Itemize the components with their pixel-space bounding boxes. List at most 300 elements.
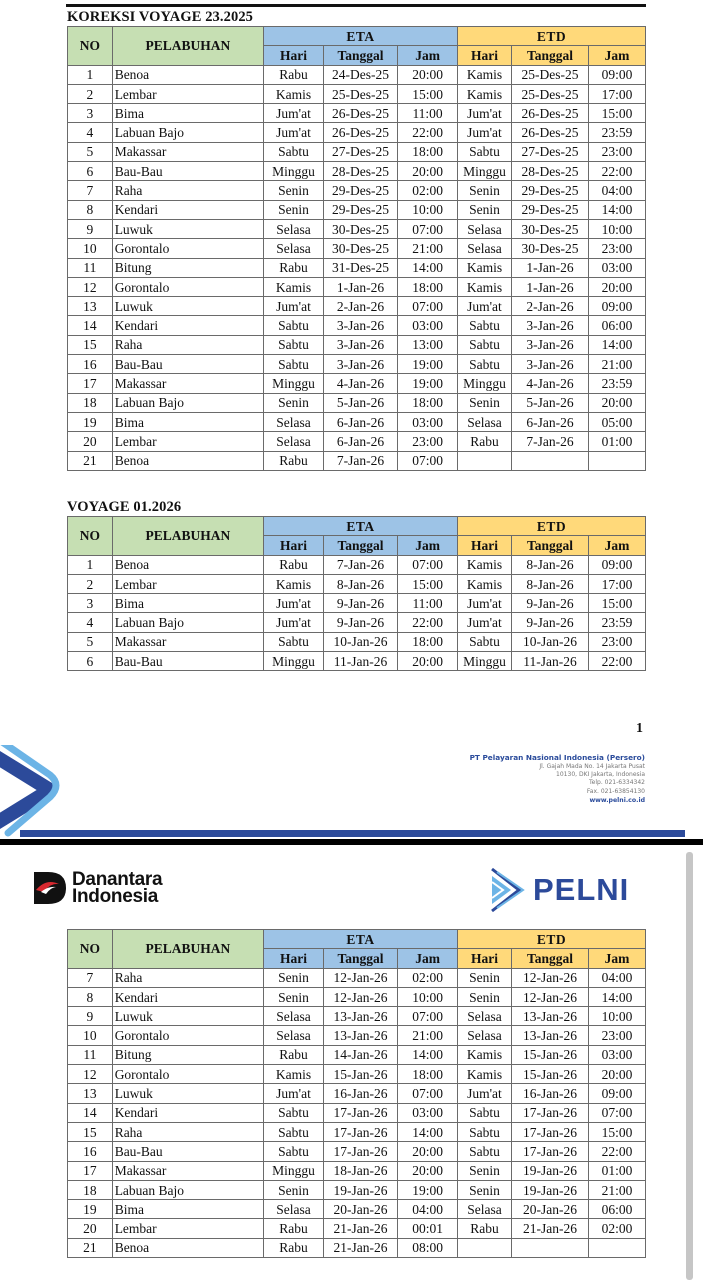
top-rule [66, 4, 646, 7]
cell-eta-day: Jum'at [264, 104, 324, 123]
cell-no: 12 [68, 277, 113, 296]
cell-no: 9 [68, 219, 113, 238]
cell-no: 1 [68, 555, 113, 574]
table-row [68, 574, 646, 593]
cell-eta-day: Selasa [264, 1007, 324, 1026]
cell-eta-day: Kamis [264, 574, 324, 593]
cell-etd-day: Kamis [458, 555, 512, 574]
cell-eta-time: 14:00 [398, 1045, 458, 1064]
cell-eta-day: Minggu [264, 162, 324, 181]
cell-no: 19 [68, 1200, 113, 1219]
cell-eta-date: 8-Jan-26 [323, 574, 397, 593]
cell-no: 4 [68, 613, 113, 632]
table-row [68, 652, 646, 671]
cell-etd-time: 07:00 [589, 1103, 646, 1122]
cell-etd-day: Minggu [458, 652, 512, 671]
cell-etd-day: Kamis [458, 84, 512, 103]
table-row [68, 277, 646, 296]
table-row [68, 432, 646, 451]
cell-eta-time: 18:00 [398, 142, 458, 161]
cell-port: Raha [112, 1122, 263, 1141]
cell-port: Makassar [112, 632, 263, 651]
cell-eta-day: Jum'at [264, 594, 324, 613]
table-row [68, 1180, 646, 1199]
cell-no: 5 [68, 632, 113, 651]
cell-eta-date: 13-Jan-26 [323, 1026, 397, 1045]
cell-eta-date: 21-Jan-26 [323, 1238, 397, 1257]
cell-port: Labuan Bajo [112, 1180, 263, 1199]
cell-port: Lembar [112, 84, 263, 103]
cell-eta-time: 02:00 [398, 181, 458, 200]
table-row [68, 1084, 646, 1103]
cell-etd-date: 8-Jan-26 [511, 574, 588, 593]
cell-no: 6 [68, 652, 113, 671]
cell-eta-time: 23:00 [398, 432, 458, 451]
cell-eta-day: Senin [264, 393, 324, 412]
cell-eta-time: 07:00 [398, 555, 458, 574]
cell-port: Bitung [112, 258, 263, 277]
cell-eta-day: Sabtu [264, 1103, 324, 1122]
cell-no: 9 [68, 1007, 113, 1026]
cell-eta-date: 16-Jan-26 [323, 1084, 397, 1103]
cell-etd-time: 01:00 [589, 432, 646, 451]
header-etd: ETD [458, 27, 646, 46]
cell-no: 6 [68, 162, 113, 181]
cell-etd-date: 4-Jan-26 [511, 374, 588, 393]
table-row [68, 1238, 646, 1257]
cell-no: 19 [68, 412, 113, 431]
cell-etd-day: Rabu [458, 1219, 512, 1238]
cell-etd-date: 13-Jan-26 [511, 1007, 588, 1026]
header-eta: ETA [264, 930, 458, 949]
cell-eta-time: 07:00 [398, 451, 458, 470]
cell-etd-date [511, 1238, 588, 1257]
cell-etd-date: 16-Jan-26 [511, 1084, 588, 1103]
header-eta-day: Hari [264, 949, 324, 968]
table-row [68, 335, 646, 354]
cell-etd-day: Selasa [458, 1007, 512, 1026]
cell-port: Bau-Bau [112, 652, 263, 671]
cell-etd-time: 21:00 [589, 1180, 646, 1199]
pelni-logo [489, 866, 629, 914]
table-row [68, 987, 646, 1006]
cell-eta-day: Selasa [264, 432, 324, 451]
cell-eta-time: 19:00 [398, 355, 458, 374]
cell-etd-time: 21:00 [589, 355, 646, 374]
header-eta-time: Jam [398, 949, 458, 968]
cell-port: Kendari [112, 1103, 263, 1122]
cell-etd-time: 15:00 [589, 1122, 646, 1141]
cell-etd-date: 10-Jan-26 [511, 632, 588, 651]
cell-etd-date: 7-Jan-26 [511, 432, 588, 451]
cell-etd-date: 3-Jan-26 [511, 355, 588, 374]
cell-eta-date: 13-Jan-26 [323, 1007, 397, 1026]
table-row [68, 1161, 646, 1180]
cell-no: 13 [68, 297, 113, 316]
cell-eta-day: Kamis [264, 1065, 324, 1084]
cell-no: 13 [68, 1084, 113, 1103]
cell-no: 16 [68, 355, 113, 374]
cell-eta-time: 10:00 [398, 987, 458, 1006]
cell-etd-day [458, 1238, 512, 1257]
cell-eta-time: 21:00 [398, 239, 458, 258]
company-name: PT Pelayaran Nasional Indonesia (Persero) [469, 753, 645, 762]
table-row [68, 123, 646, 142]
table-row [68, 1045, 646, 1064]
pelni-footer-chevron-icon [0, 745, 160, 840]
cell-eta-date: 26-Des-25 [323, 123, 397, 142]
header-eta: ETA [264, 517, 458, 536]
company-address-block [470, 752, 645, 805]
company-phone: Telp. 021-6334342 [589, 779, 645, 787]
schedule-table-voyage-01-2026-part1 [67, 516, 646, 671]
cell-etd-day: Kamis [458, 1065, 512, 1084]
cell-eta-time: 03:00 [398, 1103, 458, 1122]
table-row [68, 200, 646, 219]
cell-port: Kendari [112, 316, 263, 335]
cell-no: 17 [68, 374, 113, 393]
cell-eta-time: 14:00 [398, 258, 458, 277]
cell-eta-day: Rabu [264, 1238, 324, 1257]
header-no: NO [68, 930, 113, 969]
page-number: 1 [636, 721, 643, 736]
header-eta-date: Tanggal [323, 46, 397, 65]
cell-etd-time [589, 451, 646, 470]
table-row [68, 393, 646, 412]
cell-port: Luwuk [112, 219, 263, 238]
cell-eta-day: Senin [264, 200, 324, 219]
header-etd-date: Tanggal [511, 536, 588, 555]
table-row [68, 594, 646, 613]
cell-eta-day: Jum'at [264, 123, 324, 142]
cell-eta-time: 00:01 [398, 1219, 458, 1238]
header-eta-time: Jam [398, 46, 458, 65]
cell-etd-day: Jum'at [458, 297, 512, 316]
cell-etd-date: 27-Des-25 [511, 142, 588, 161]
cell-eta-day: Minggu [264, 1161, 324, 1180]
cell-etd-time: 15:00 [589, 104, 646, 123]
cell-eta-date: 7-Jan-26 [323, 451, 397, 470]
cell-etd-time: 04:00 [589, 968, 646, 987]
cell-etd-time: 03:00 [589, 258, 646, 277]
cell-etd-date: 26-Des-25 [511, 104, 588, 123]
cell-no: 11 [68, 258, 113, 277]
cell-etd-time: 10:00 [589, 219, 646, 238]
cell-eta-time: 02:00 [398, 968, 458, 987]
cell-port: Luwuk [112, 297, 263, 316]
table-row [68, 258, 646, 277]
header-etd-date: Tanggal [511, 949, 588, 968]
table-row [68, 142, 646, 161]
company-fax: Fax. 021-63854130 [586, 787, 645, 795]
cell-etd-date: 1-Jan-26 [511, 258, 588, 277]
table-row [68, 451, 646, 470]
header-port: PELABUHAN [112, 517, 263, 556]
cell-no: 2 [68, 84, 113, 103]
cell-eta-day: Jum'at [264, 1084, 324, 1103]
table-row [68, 1200, 646, 1219]
cell-etd-day: Selasa [458, 239, 512, 258]
cell-eta-time: 15:00 [398, 84, 458, 103]
cell-eta-day: Sabtu [264, 142, 324, 161]
cell-port: Lembar [112, 1219, 263, 1238]
cell-port: Gorontalo [112, 277, 263, 296]
cell-port: Bima [112, 412, 263, 431]
cell-eta-time: 20:00 [398, 1142, 458, 1161]
table-row [68, 355, 646, 374]
company-website-link[interactable]: www.pelni.co.id [589, 796, 645, 804]
header-etd-time: Jam [589, 536, 646, 555]
cell-etd-day: Sabtu [458, 632, 512, 651]
cell-port: Makassar [112, 1161, 263, 1180]
cell-etd-time: 23:00 [589, 142, 646, 161]
cell-eta-time: 22:00 [398, 613, 458, 632]
table-row [68, 84, 646, 103]
cell-etd-date: 25-Des-25 [511, 65, 588, 84]
cell-etd-date: 21-Jan-26 [511, 1219, 588, 1238]
table-row [68, 219, 646, 238]
cell-etd-time: 09:00 [589, 1084, 646, 1103]
footer-band [20, 830, 685, 837]
cell-eta-day: Sabtu [264, 335, 324, 354]
cell-etd-date: 13-Jan-26 [511, 1026, 588, 1045]
cell-eta-date: 11-Jan-26 [323, 652, 397, 671]
cell-etd-date: 25-Des-25 [511, 84, 588, 103]
cell-etd-time: 09:00 [589, 297, 646, 316]
cell-etd-time: 23:00 [589, 632, 646, 651]
cell-eta-time: 10:00 [398, 200, 458, 219]
cell-etd-day: Kamis [458, 574, 512, 593]
cell-eta-day: Kamis [264, 84, 324, 103]
cell-no: 20 [68, 432, 113, 451]
danantara-line2: Indonesia [72, 886, 158, 907]
header-etd: ETD [458, 930, 646, 949]
cell-no: 18 [68, 1180, 113, 1199]
cell-etd-day: Jum'at [458, 104, 512, 123]
cell-etd-day: Senin [458, 987, 512, 1006]
cell-eta-date: 30-Des-25 [323, 239, 397, 258]
cell-port: Bima [112, 594, 263, 613]
cell-no: 17 [68, 1161, 113, 1180]
vertical-scrollbar[interactable] [686, 852, 693, 1280]
cell-etd-time: 20:00 [589, 393, 646, 412]
header-eta-date: Tanggal [323, 949, 397, 968]
cell-etd-date: 2-Jan-26 [511, 297, 588, 316]
cell-etd-day: Selasa [458, 412, 512, 431]
cell-etd-date: 15-Jan-26 [511, 1045, 588, 1064]
cell-etd-date: 11-Jan-26 [511, 652, 588, 671]
table-row [68, 412, 646, 431]
cell-eta-date: 17-Jan-26 [323, 1122, 397, 1141]
cell-eta-date: 19-Jan-26 [323, 1180, 397, 1199]
cell-etd-date: 5-Jan-26 [511, 393, 588, 412]
table-row [68, 968, 646, 987]
cell-etd-day: Sabtu [458, 1142, 512, 1161]
cell-eta-date: 10-Jan-26 [323, 632, 397, 651]
cell-eta-day: Rabu [264, 451, 324, 470]
cell-etd-time: 22:00 [589, 162, 646, 181]
cell-eta-time: 18:00 [398, 1065, 458, 1084]
cell-etd-date [511, 451, 588, 470]
cell-etd-date: 19-Jan-26 [511, 1161, 588, 1180]
cell-etd-time [589, 1238, 646, 1257]
cell-eta-day: Sabtu [264, 355, 324, 374]
cell-etd-day: Kamis [458, 65, 512, 84]
cell-eta-day: Rabu [264, 1045, 324, 1064]
cell-no: 21 [68, 451, 113, 470]
cell-etd-day: Selasa [458, 1026, 512, 1045]
cell-etd-date: 28-Des-25 [511, 162, 588, 181]
cell-eta-time: 20:00 [398, 65, 458, 84]
header-etd-time: Jam [589, 949, 646, 968]
cell-etd-day: Kamis [458, 1045, 512, 1064]
cell-eta-date: 4-Jan-26 [323, 374, 397, 393]
cell-eta-time: 03:00 [398, 412, 458, 431]
cell-eta-day: Selasa [264, 1026, 324, 1045]
cell-etd-day: Minggu [458, 162, 512, 181]
cell-eta-day: Senin [264, 968, 324, 987]
cell-eta-time: 14:00 [398, 1122, 458, 1141]
cell-no: 11 [68, 1045, 113, 1064]
cell-port: Labuan Bajo [112, 393, 263, 412]
header-etd-day: Hari [458, 949, 512, 968]
cell-eta-date: 29-Des-25 [323, 200, 397, 219]
cell-port: Benoa [112, 65, 263, 84]
cell-etd-time: 06:00 [589, 1200, 646, 1219]
header-eta-day: Hari [264, 46, 324, 65]
cell-etd-day: Senin [458, 200, 512, 219]
cell-eta-time: 19:00 [398, 1180, 458, 1199]
cell-port: Benoa [112, 451, 263, 470]
cell-eta-date: 31-Des-25 [323, 258, 397, 277]
cell-port: Bau-Bau [112, 355, 263, 374]
cell-eta-time: 18:00 [398, 393, 458, 412]
cell-etd-day: Jum'at [458, 123, 512, 142]
cell-eta-date: 17-Jan-26 [323, 1142, 397, 1161]
pelni-wordmark: PELNI [533, 872, 630, 907]
cell-eta-time: 07:00 [398, 1084, 458, 1103]
cell-port: Labuan Bajo [112, 123, 263, 142]
cell-eta-time: 11:00 [398, 594, 458, 613]
cell-etd-day: Minggu [458, 374, 512, 393]
cell-port: Luwuk [112, 1084, 263, 1103]
cell-no: 8 [68, 200, 113, 219]
cell-port: Kendari [112, 987, 263, 1006]
cell-etd-day: Kamis [458, 277, 512, 296]
cell-eta-date: 21-Jan-26 [323, 1219, 397, 1238]
cell-port: Kendari [112, 200, 263, 219]
cell-etd-day: Jum'at [458, 613, 512, 632]
cell-eta-date: 3-Jan-26 [323, 355, 397, 374]
cell-etd-time: 05:00 [589, 412, 646, 431]
cell-eta-day: Sabtu [264, 632, 324, 651]
cell-eta-day: Minggu [264, 374, 324, 393]
cell-eta-day: Rabu [264, 258, 324, 277]
table-row [68, 1122, 646, 1141]
cell-eta-date: 15-Jan-26 [323, 1065, 397, 1084]
cell-eta-time: 22:00 [398, 123, 458, 142]
cell-no: 3 [68, 594, 113, 613]
cell-eta-date: 3-Jan-26 [323, 316, 397, 335]
cell-eta-date: 14-Jan-26 [323, 1045, 397, 1064]
cell-port: Lembar [112, 432, 263, 451]
table-row [68, 613, 646, 632]
cell-port: Bima [112, 1200, 263, 1219]
cell-no: 3 [68, 104, 113, 123]
cell-etd-day: Senin [458, 393, 512, 412]
table-row [68, 104, 646, 123]
cell-port: Bau-Bau [112, 1142, 263, 1161]
cell-no: 16 [68, 1142, 113, 1161]
cell-no: 5 [68, 142, 113, 161]
cell-eta-time: 07:00 [398, 297, 458, 316]
page-break-divider [0, 839, 703, 845]
cell-eta-day: Rabu [264, 1219, 324, 1238]
cell-etd-time: 02:00 [589, 1219, 646, 1238]
cell-etd-day: Selasa [458, 219, 512, 238]
cell-eta-day: Sabtu [264, 1142, 324, 1161]
cell-etd-date: 26-Des-25 [511, 123, 588, 142]
cell-eta-time: 18:00 [398, 277, 458, 296]
table-row [68, 239, 646, 258]
cell-port: Gorontalo [112, 1065, 263, 1084]
header-eta-day: Hari [264, 536, 324, 555]
table-row [68, 297, 646, 316]
cell-eta-time: 20:00 [398, 162, 458, 181]
cell-etd-time: 20:00 [589, 277, 646, 296]
header-etd-day: Hari [458, 536, 512, 555]
table-row [68, 162, 646, 181]
cell-eta-date: 2-Jan-26 [323, 297, 397, 316]
cell-etd-time: 06:00 [589, 316, 646, 335]
cell-eta-day: Sabtu [264, 1122, 324, 1141]
cell-etd-time: 23:00 [589, 1026, 646, 1045]
cell-eta-time: 19:00 [398, 374, 458, 393]
pelni-chevron-icon [489, 866, 525, 914]
cell-port: Makassar [112, 142, 263, 161]
cell-eta-day: Selasa [264, 412, 324, 431]
cell-etd-day: Rabu [458, 432, 512, 451]
cell-etd-date: 19-Jan-26 [511, 1180, 588, 1199]
header-etd-time: Jam [589, 46, 646, 65]
table-row [68, 1065, 646, 1084]
header-etd: ETD [458, 517, 646, 536]
cell-port: Makassar [112, 374, 263, 393]
header-etd-date: Tanggal [511, 46, 588, 65]
cell-eta-date: 26-Des-25 [323, 104, 397, 123]
cell-eta-day: Senin [264, 987, 324, 1006]
cell-eta-time: 13:00 [398, 335, 458, 354]
cell-etd-day: Sabtu [458, 335, 512, 354]
cell-eta-date: 29-Des-25 [323, 181, 397, 200]
cell-eta-day: Senin [264, 1180, 324, 1199]
cell-eta-time: 07:00 [398, 1007, 458, 1026]
cell-eta-time: 11:00 [398, 104, 458, 123]
table-row [68, 1026, 646, 1045]
cell-port: Bau-Bau [112, 162, 263, 181]
cell-eta-day: Jum'at [264, 297, 324, 316]
table-row [68, 316, 646, 335]
cell-eta-day: Selasa [264, 219, 324, 238]
cell-etd-day: Sabtu [458, 316, 512, 335]
cell-etd-time: 17:00 [589, 574, 646, 593]
cell-etd-day: Jum'at [458, 594, 512, 613]
cell-eta-day: Senin [264, 181, 324, 200]
danantara-line1: Danantara [72, 869, 163, 890]
cell-port: Bima [112, 104, 263, 123]
cell-eta-day: Minggu [264, 652, 324, 671]
cell-etd-date: 30-Des-25 [511, 219, 588, 238]
